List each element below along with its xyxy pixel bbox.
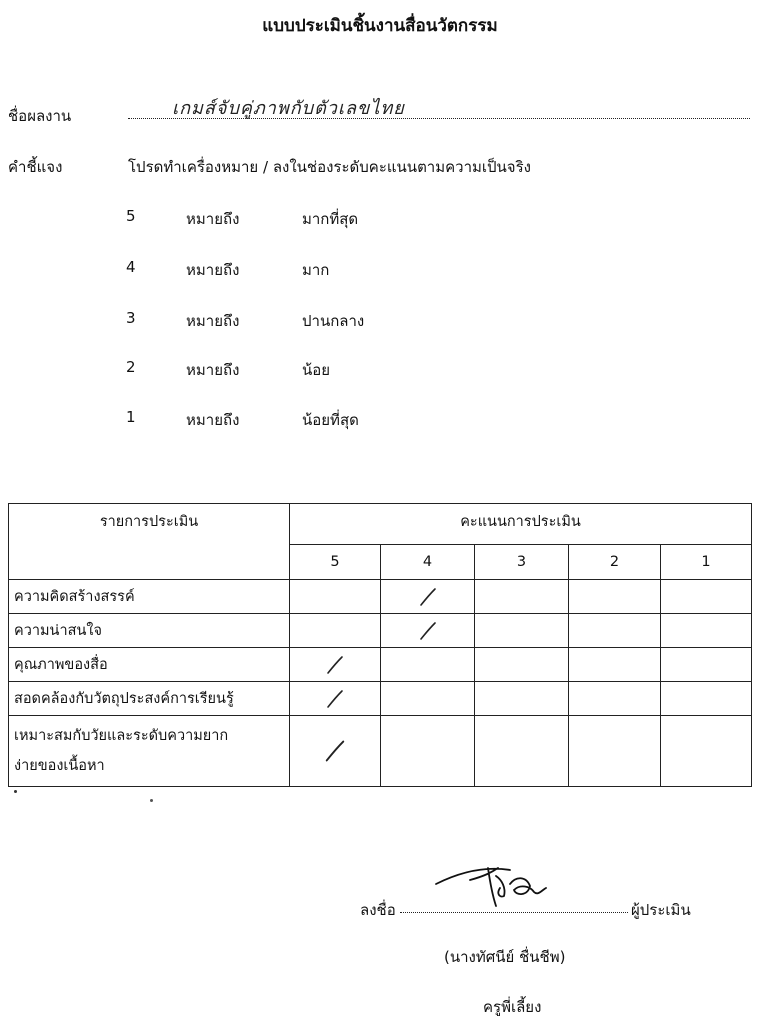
evaluation-row bbox=[9, 648, 752, 682]
evaluation-item-text-line2: ง่ายของเนื้อหา bbox=[14, 758, 105, 774]
scale-score: 1 bbox=[126, 408, 136, 426]
work-name-label: ชื่อผลงาน bbox=[8, 107, 72, 125]
score-column-header: 1 bbox=[661, 545, 752, 580]
score-cell-4 bbox=[381, 716, 475, 787]
score-cell-3 bbox=[475, 580, 569, 614]
scale-score: 2 bbox=[126, 358, 136, 376]
header-evaluation-scores: คะแนนการประเมิน bbox=[290, 504, 752, 545]
instruction-label: คำชี้แจง bbox=[8, 158, 63, 176]
scale-score: 3 bbox=[126, 309, 136, 327]
evaluation-item-text: สอดคล้องกับวัตถุประสงค์การเรียนรู้ bbox=[14, 691, 234, 707]
score-cell-1 bbox=[661, 682, 752, 716]
slash-mark-icon bbox=[417, 620, 439, 642]
evaluation-row bbox=[9, 716, 752, 787]
score-cell-5 bbox=[290, 716, 381, 787]
header-evaluation-items: รายการประเมิน bbox=[9, 504, 290, 580]
evaluation-item-text: เหมาะสมกับวัยและระดับความยาก bbox=[14, 728, 229, 744]
evaluation-item bbox=[9, 716, 290, 787]
scale-means: หมายถึง bbox=[186, 312, 240, 330]
evaluation-item bbox=[9, 614, 290, 648]
scale-means: หมายถึง bbox=[186, 261, 240, 279]
score-cell-5 bbox=[290, 648, 381, 682]
score-cell-3 bbox=[475, 648, 569, 682]
evaluation-row bbox=[9, 682, 752, 716]
evaluation-row bbox=[9, 580, 752, 614]
score-cell-5 bbox=[290, 614, 381, 648]
score-cell-1 bbox=[661, 580, 752, 614]
score-cell-1 bbox=[661, 716, 752, 787]
scale-meaning: น้อยที่สุด bbox=[302, 411, 359, 429]
score-cell-4 bbox=[381, 648, 475, 682]
scale-means: หมายถึง bbox=[186, 361, 240, 379]
evaluation-item-text: ความคิดสร้างสรรค์ bbox=[14, 589, 135, 605]
evaluation-table bbox=[8, 503, 752, 787]
score-column-header: 4 bbox=[381, 545, 475, 580]
score-column-header: 3 bbox=[475, 545, 569, 580]
score-cell-4 bbox=[381, 614, 475, 648]
evaluation-item-text: ความน่าสนใจ bbox=[14, 623, 102, 639]
scale-means: หมายถึง bbox=[186, 210, 240, 228]
scale-score: 5 bbox=[126, 207, 136, 225]
stray-dot bbox=[150, 799, 153, 802]
score-cell-4 bbox=[381, 682, 475, 716]
score-cell-5 bbox=[290, 682, 381, 716]
work-name-value: เกมส์จับคู่ภาพกับตัวเลขไทย bbox=[172, 98, 405, 119]
score-cell-2 bbox=[569, 648, 661, 682]
score-cell-4 bbox=[381, 580, 475, 614]
score-cell-2 bbox=[569, 614, 661, 648]
evaluation-item bbox=[9, 682, 290, 716]
scale-score: 4 bbox=[126, 258, 136, 276]
scale-meaning: มากที่สุด bbox=[302, 210, 359, 228]
evaluation-item bbox=[9, 580, 290, 614]
evaluator-name: (นางทัศนีย์ ชื่นชีพ) bbox=[444, 948, 566, 966]
evaluation-item-text: คุณภาพของสื่อ bbox=[14, 657, 108, 673]
instruction-text: โปรดทำเครื่องหมาย / ลงในช่องระดับคะแนนตามความเป็นจริง bbox=[128, 158, 531, 176]
slash-mark-icon bbox=[324, 688, 346, 710]
evaluator-position: ครูพี่เลี้ยง bbox=[483, 998, 542, 1016]
score-cell-1 bbox=[661, 614, 752, 648]
scale-meaning: น้อย bbox=[302, 361, 331, 379]
score-column-header: 5 bbox=[290, 545, 381, 580]
signature-dotted-line bbox=[400, 912, 628, 913]
slash-mark-icon bbox=[324, 654, 346, 676]
slash-mark-icon bbox=[322, 736, 348, 766]
evaluation-item bbox=[9, 648, 290, 682]
score-cell-2 bbox=[569, 580, 661, 614]
score-cell-2 bbox=[569, 682, 661, 716]
signature-suffix: ผู้ประเมิน bbox=[631, 901, 691, 919]
score-cell-3 bbox=[475, 614, 569, 648]
score-cell-1 bbox=[661, 648, 752, 682]
score-column-header: 2 bbox=[569, 545, 661, 580]
document-title: แบบประเมินชิ้นงานสื่อนวัตกรรม bbox=[262, 16, 498, 36]
signature-prefix: ลงชื่อ bbox=[360, 901, 396, 919]
score-cell-2 bbox=[569, 716, 661, 787]
slash-mark-icon bbox=[417, 586, 439, 608]
evaluation-row bbox=[9, 614, 752, 648]
handwritten-signature bbox=[430, 862, 560, 912]
score-cell-3 bbox=[475, 682, 569, 716]
scale-meaning: ปานกลาง bbox=[302, 312, 365, 330]
scale-meaning: มาก bbox=[302, 261, 330, 279]
stray-dot bbox=[14, 790, 17, 793]
scale-means: หมายถึง bbox=[186, 411, 240, 429]
score-cell-3 bbox=[475, 716, 569, 787]
score-cell-5 bbox=[290, 580, 381, 614]
